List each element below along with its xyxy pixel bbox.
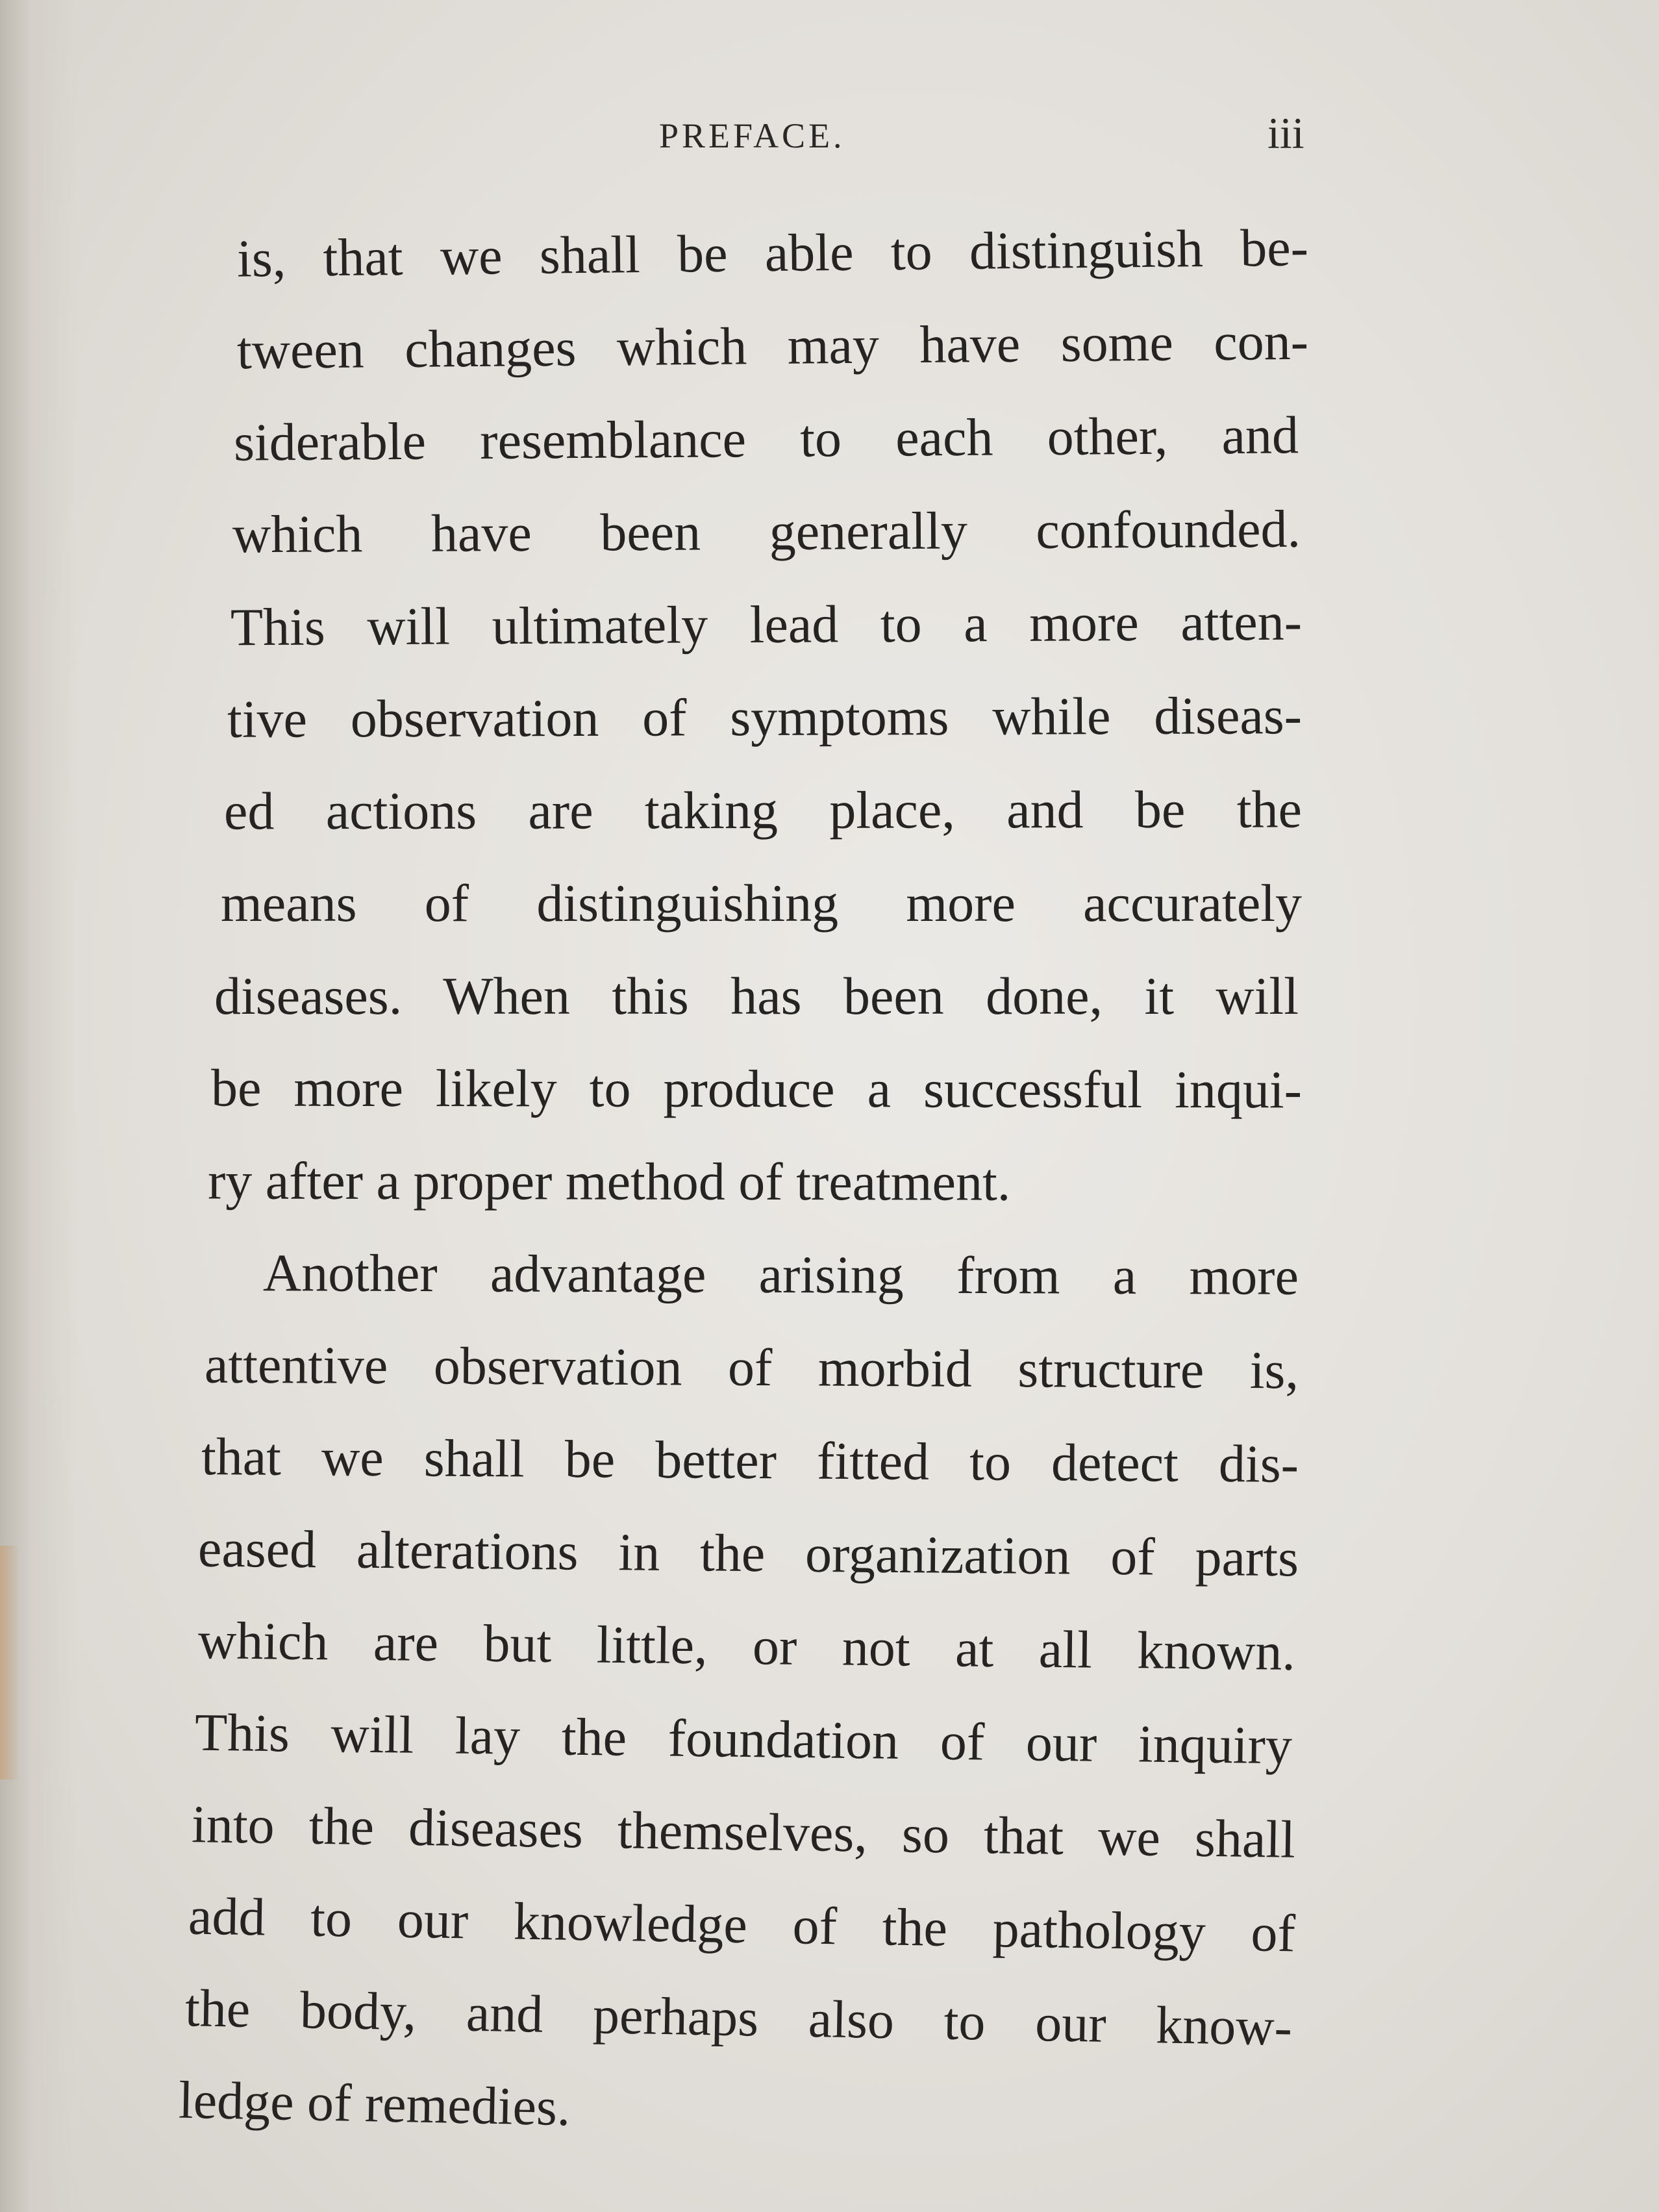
text-line: ry after a proper method of treatment. [207, 1151, 1011, 1212]
text-line: the body, and perhaps also to our know- [184, 1978, 1293, 2057]
text-line: into the diseases themselves, so that we shall [191, 1794, 1296, 1869]
running-head: PREFACE. [659, 116, 845, 155]
page-foxing-stain [0, 1546, 19, 1779]
text-line: eased alterations in the organization of parts [197, 1518, 1299, 1588]
text-line: This will lay the foundation of our inquiry [194, 1702, 1293, 1776]
text-line: tive observation of symptoms while diseas- [227, 686, 1303, 749]
text-line: means of distinguishing more accurately [221, 873, 1302, 933]
text-line: This will ultimately lead to a more atten- [230, 592, 1303, 657]
page-gutter-shadow [0, 0, 78, 2212]
text-line: is, that we shall be able to distinguish be- [236, 218, 1309, 288]
text-line: diseases. When this has been done, it will [214, 966, 1299, 1025]
text-line: add to our knowledge of the pathology of [188, 1886, 1296, 1963]
text-line: Another advantage arising from a more [262, 1243, 1299, 1306]
text-line: attentive observation of morbid structure is, [204, 1335, 1299, 1400]
text-line: which are but little, or not at all known. [197, 1611, 1296, 1681]
text-line: which have been generally confounded. [232, 499, 1301, 564]
page-number: iii [1267, 108, 1304, 158]
text-line: ledge of remedies. [178, 2070, 571, 2137]
text-line: ed actions are taking place, and be the [223, 779, 1303, 841]
text-line: siderable resemblance to each other, and [233, 405, 1299, 472]
page-header [0, 110, 1659, 169]
text-line: tween changes which may have some con- [236, 311, 1309, 381]
text-line: that we shall be better fitted to detect dis- [201, 1427, 1299, 1494]
text-line: be more likely to produce a successful inqui- [210, 1058, 1303, 1120]
